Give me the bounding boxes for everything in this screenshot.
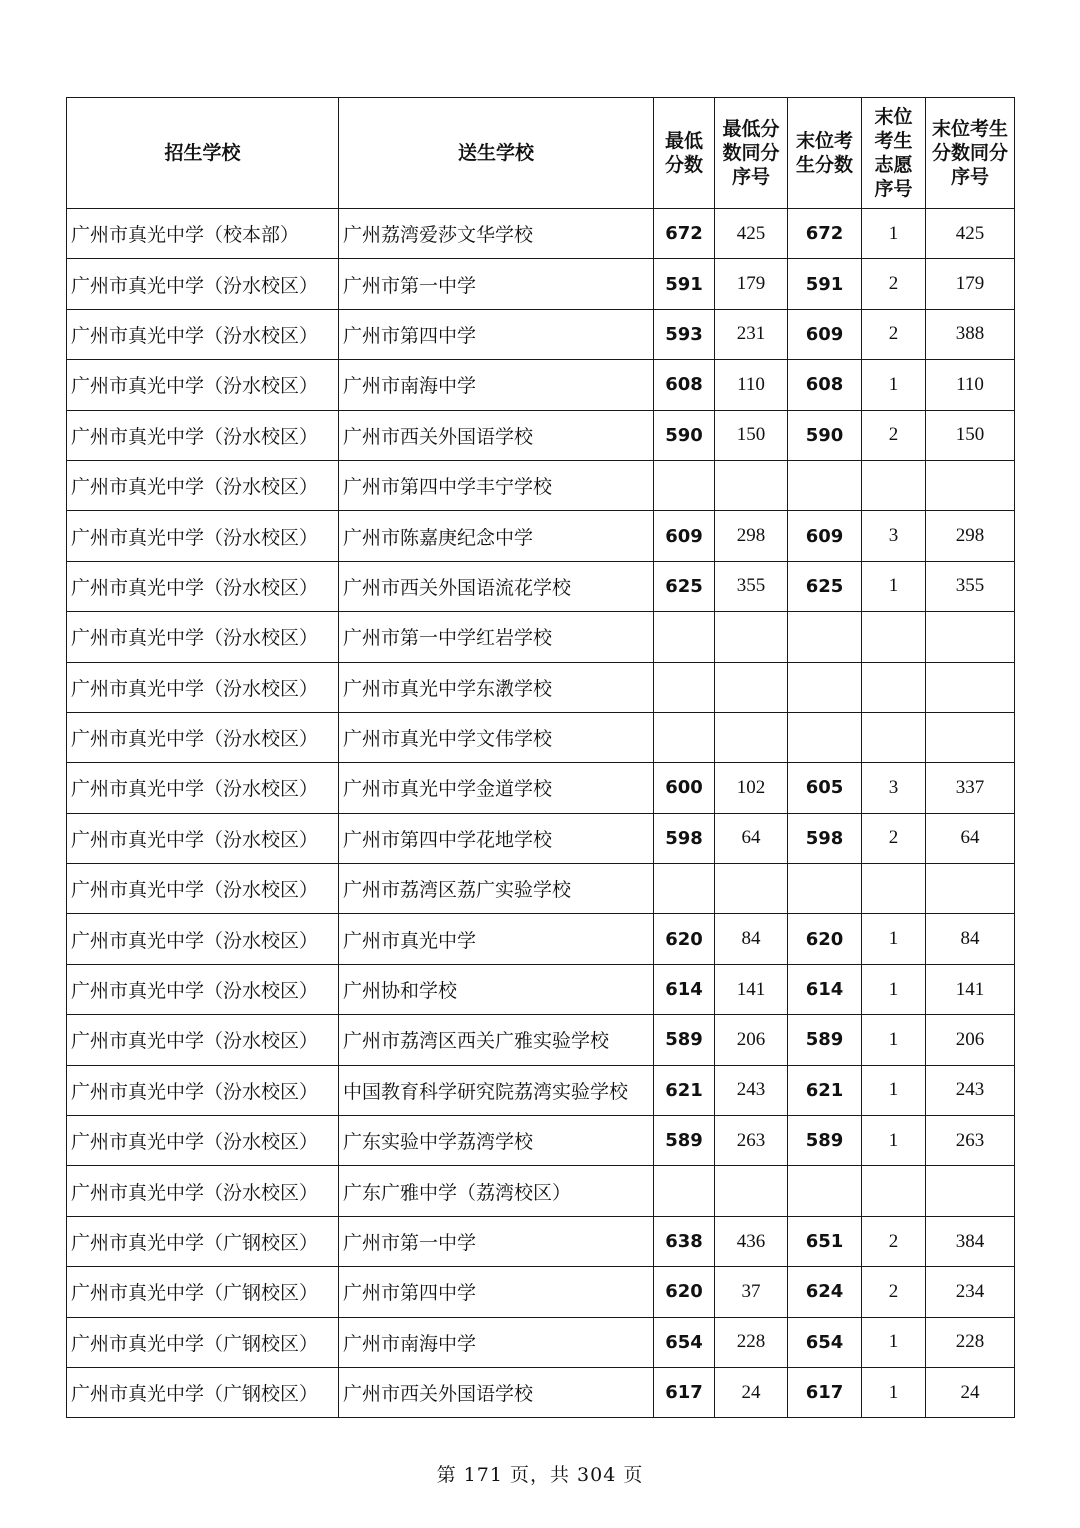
table-row [67,1166,1015,1216]
table-row [67,1116,1015,1166]
cell-min-score: 593 [654,309,715,359]
cell-recruit-school: 广州市真光中学（汾水校区） [67,1166,339,1216]
table-row [67,1015,1015,1065]
header-send-school: 送生学校 [339,98,654,209]
cell-min-score: 614 [654,964,715,1014]
cell-last-score: 608 [788,360,862,410]
cell-send-school: 广州市第四中学 [339,309,654,359]
cell-send-school: 广州市西关外国语学校 [339,410,654,460]
cell-recruit-school: 广州市真光中学（汾水校区） [67,460,339,510]
cell-last-score [788,662,862,712]
cell-send-school: 广州协和学校 [339,964,654,1014]
cell-last-rank: 425 [926,209,1015,259]
cell-recruit-school: 广州市真光中学（广钢校区） [67,1216,339,1266]
cell-recruit-school: 广州市真光中学（汾水校区） [67,1015,339,1065]
table-row [67,561,1015,611]
cell-last-score: 672 [788,209,862,259]
cell-min-score: 638 [654,1216,715,1266]
cell-send-school: 广州市第一中学 [339,259,654,309]
cell-send-school: 广州荔湾爱莎文华学校 [339,209,654,259]
cell-min-score-rank [715,460,788,510]
cell-last-score: 617 [788,1367,862,1417]
cell-last-score: 654 [788,1317,862,1367]
cell-recruit-school: 广州市真光中学（汾水校区） [67,360,339,410]
table-body [67,209,1015,1418]
cell-last-wish: 2 [862,410,926,460]
cell-min-score: 621 [654,1065,715,1115]
cell-last-wish [862,460,926,510]
table-row [67,813,1015,863]
table-row [67,360,1015,410]
cell-recruit-school: 广州市真光中学（汾水校区） [67,662,339,712]
cell-last-score [788,864,862,914]
cell-last-wish [862,712,926,762]
cell-min-score [654,662,715,712]
cell-send-school: 广州市真光中学文伟学校 [339,712,654,762]
cell-min-score: 625 [654,561,715,611]
cell-last-rank: 234 [926,1267,1015,1317]
cell-send-school: 广州市第四中学丰宁学校 [339,460,654,510]
cell-last-rank [926,460,1015,510]
cell-last-score: 620 [788,914,862,964]
cell-last-rank: 179 [926,259,1015,309]
cell-min-score-rank: 110 [715,360,788,410]
cell-min-score: 590 [654,410,715,460]
page-footer: 第 171 页，共 304 页 [436,1464,644,1486]
cell-last-rank: 355 [926,561,1015,611]
cell-min-score-rank [715,612,788,662]
table-row [67,763,1015,813]
cell-min-score: 609 [654,511,715,561]
header-last-score: 末位考 生分数 [788,98,862,209]
cell-min-score: 620 [654,1267,715,1317]
cell-min-score [654,1166,715,1216]
cell-recruit-school: 广州市真光中学（汾水校区） [67,914,339,964]
cell-last-wish: 1 [862,561,926,611]
cell-min-score-rank: 425 [715,209,788,259]
cell-send-school: 广东广雅中学（荔湾校区） [339,1166,654,1216]
cell-last-wish: 1 [862,1015,926,1065]
cell-last-wish: 2 [862,259,926,309]
cell-last-wish: 1 [862,1317,926,1367]
table-row [67,209,1015,259]
cell-last-wish [862,662,926,712]
cell-min-score-rank: 84 [715,914,788,964]
cell-last-score: 605 [788,763,862,813]
cell-last-score [788,1166,862,1216]
cell-last-rank: 298 [926,511,1015,561]
cell-last-wish [862,864,926,914]
cell-min-score-rank: 231 [715,309,788,359]
cell-last-wish: 1 [862,1065,926,1115]
cell-send-school: 广州市真光中学金道学校 [339,763,654,813]
cell-recruit-school: 广州市真光中学（汾水校区） [67,964,339,1014]
cell-min-score-rank: 179 [715,259,788,309]
cell-recruit-school: 广州市真光中学（汾水校区） [67,511,339,561]
cell-min-score: 589 [654,1015,715,1065]
cell-recruit-school: 广州市真光中学（广钢校区） [67,1367,339,1417]
header-last-wish: 末位 考生 志愿 序号 [862,98,926,209]
cell-last-score: 609 [788,309,862,359]
table-header-row [67,98,1015,209]
cell-min-score [654,460,715,510]
header-recruit-school: 招生学校 [67,98,339,209]
table-row [67,1065,1015,1115]
cell-last-score: 624 [788,1267,862,1317]
cell-min-score-rank [715,662,788,712]
cell-send-school: 广州市真光中学 [339,914,654,964]
table-row [67,612,1015,662]
cell-last-wish: 1 [862,209,926,259]
cell-recruit-school: 广州市真光中学（汾水校区） [67,410,339,460]
cell-recruit-school: 广州市真光中学（校本部） [67,209,339,259]
cell-min-score [654,864,715,914]
table-row [67,964,1015,1014]
cell-last-score: 625 [788,561,862,611]
cell-last-rank: 243 [926,1065,1015,1115]
cell-send-school: 广州市第四中学花地学校 [339,813,654,863]
cell-last-wish: 2 [862,813,926,863]
cell-last-wish: 1 [862,914,926,964]
table-row [67,460,1015,510]
cell-last-score [788,460,862,510]
cell-recruit-school: 广州市真光中学（汾水校区） [67,612,339,662]
cell-min-score: 654 [654,1317,715,1367]
cell-send-school: 广州市第一中学红岩学校 [339,612,654,662]
cell-min-score-rank: 298 [715,511,788,561]
cell-last-score [788,712,862,762]
cell-recruit-school: 广州市真光中学（汾水校区） [67,712,339,762]
cell-min-score [654,612,715,662]
cell-min-score-rank: 228 [715,1317,788,1367]
cell-send-school: 广州市南海中学 [339,1317,654,1367]
cell-send-school: 广州市荔湾区西关广雅实验学校 [339,1015,654,1065]
cell-last-score: 590 [788,410,862,460]
cell-recruit-school: 广州市真光中学（汾水校区） [67,561,339,611]
cell-min-score-rank [715,864,788,914]
cell-last-wish: 2 [862,1267,926,1317]
cell-min-score: 617 [654,1367,715,1417]
cell-min-score-rank: 263 [715,1116,788,1166]
cell-min-score-rank [715,1166,788,1216]
cell-send-school: 中国教育科学研究院荔湾实验学校 [339,1065,654,1115]
cell-recruit-school: 广州市真光中学（汾水校区） [67,259,339,309]
cell-min-score-rank: 24 [715,1367,788,1417]
cell-last-score: 591 [788,259,862,309]
cell-min-score: 600 [654,763,715,813]
cell-send-school: 广州市陈嘉庚纪念中学 [339,511,654,561]
cell-min-score-rank: 436 [715,1216,788,1266]
cell-min-score-rank: 243 [715,1065,788,1115]
cell-last-score: 651 [788,1216,862,1266]
cell-min-score: 620 [654,914,715,964]
cell-last-rank: 228 [926,1317,1015,1367]
table-row [67,511,1015,561]
cell-send-school: 广州市第一中学 [339,1216,654,1266]
cell-last-rank [926,612,1015,662]
cell-recruit-school: 广州市真光中学（广钢校区） [67,1267,339,1317]
cell-recruit-school: 广州市真光中学（汾水校区） [67,1065,339,1115]
header-last-rank: 末位考生 分数同分 序号 [926,98,1015,209]
cell-min-score: 608 [654,360,715,410]
cell-last-score: 589 [788,1116,862,1166]
cell-last-rank: 84 [926,914,1015,964]
cell-last-score: 621 [788,1065,862,1115]
table-row [67,1216,1015,1266]
table-row [67,1317,1015,1367]
cell-last-wish [862,1166,926,1216]
cell-send-school: 广州市荔湾区荔广实验学校 [339,864,654,914]
cell-min-score-rank: 37 [715,1267,788,1317]
cell-min-score: 672 [654,209,715,259]
cell-recruit-school: 广州市真光中学（汾水校区） [67,864,339,914]
cell-last-rank: 384 [926,1216,1015,1266]
table-row [67,309,1015,359]
cell-send-school: 广州市第四中学 [339,1267,654,1317]
cell-last-wish: 1 [862,964,926,1014]
admission-score-table [66,97,1015,1418]
table-row [67,1367,1015,1417]
cell-min-score-rank: 150 [715,410,788,460]
cell-last-rank [926,712,1015,762]
cell-min-score: 589 [654,1116,715,1166]
cell-last-wish: 3 [862,763,926,813]
cell-last-wish: 1 [862,360,926,410]
cell-min-score [654,712,715,762]
cell-last-wish: 1 [862,1116,926,1166]
cell-last-rank: 24 [926,1367,1015,1417]
cell-last-wish: 2 [862,1216,926,1266]
cell-last-rank: 263 [926,1116,1015,1166]
cell-recruit-school: 广州市真光中学（汾水校区） [67,1116,339,1166]
header-min-score: 最低 分数 [654,98,715,209]
cell-last-rank: 388 [926,309,1015,359]
cell-send-school: 广州市真光中学东漖学校 [339,662,654,712]
header-min-score-rank: 最低分 数同分 序号 [715,98,788,209]
cell-last-wish: 3 [862,511,926,561]
table-row [67,662,1015,712]
table-row [67,259,1015,309]
cell-recruit-school: 广州市真光中学（汾水校区） [67,813,339,863]
cell-last-rank: 141 [926,964,1015,1014]
cell-last-rank: 206 [926,1015,1015,1065]
cell-recruit-school: 广州市真光中学（汾水校区） [67,309,339,359]
cell-last-rank [926,1166,1015,1216]
cell-recruit-school: 广州市真光中学（汾水校区） [67,763,339,813]
table-row [67,712,1015,762]
cell-last-rank: 110 [926,360,1015,410]
cell-min-score-rank: 64 [715,813,788,863]
cell-min-score-rank: 141 [715,964,788,1014]
table-row [67,1267,1015,1317]
cell-min-score-rank [715,712,788,762]
cell-last-rank [926,662,1015,712]
cell-last-rank [926,864,1015,914]
cell-min-score-rank: 206 [715,1015,788,1065]
cell-min-score: 598 [654,813,715,863]
cell-min-score-rank: 102 [715,763,788,813]
cell-last-rank: 150 [926,410,1015,460]
cell-min-score: 591 [654,259,715,309]
cell-last-wish: 2 [862,309,926,359]
cell-send-school: 广州市南海中学 [339,360,654,410]
cell-last-score: 614 [788,964,862,1014]
cell-send-school: 广东实验中学荔湾学校 [339,1116,654,1166]
cell-last-rank: 337 [926,763,1015,813]
cell-last-wish: 1 [862,1367,926,1417]
table-row [67,410,1015,460]
cell-last-score: 598 [788,813,862,863]
cell-last-score [788,612,862,662]
cell-send-school: 广州市西关外国语学校 [339,1367,654,1417]
table-row [67,914,1015,964]
cell-last-wish [862,612,926,662]
cell-recruit-school: 广州市真光中学（广钢校区） [67,1317,339,1367]
cell-min-score-rank: 355 [715,561,788,611]
table-row [67,864,1015,914]
cell-last-score: 609 [788,511,862,561]
cell-send-school: 广州市西关外国语流花学校 [339,561,654,611]
cell-last-rank: 64 [926,813,1015,863]
cell-last-score: 589 [788,1015,862,1065]
